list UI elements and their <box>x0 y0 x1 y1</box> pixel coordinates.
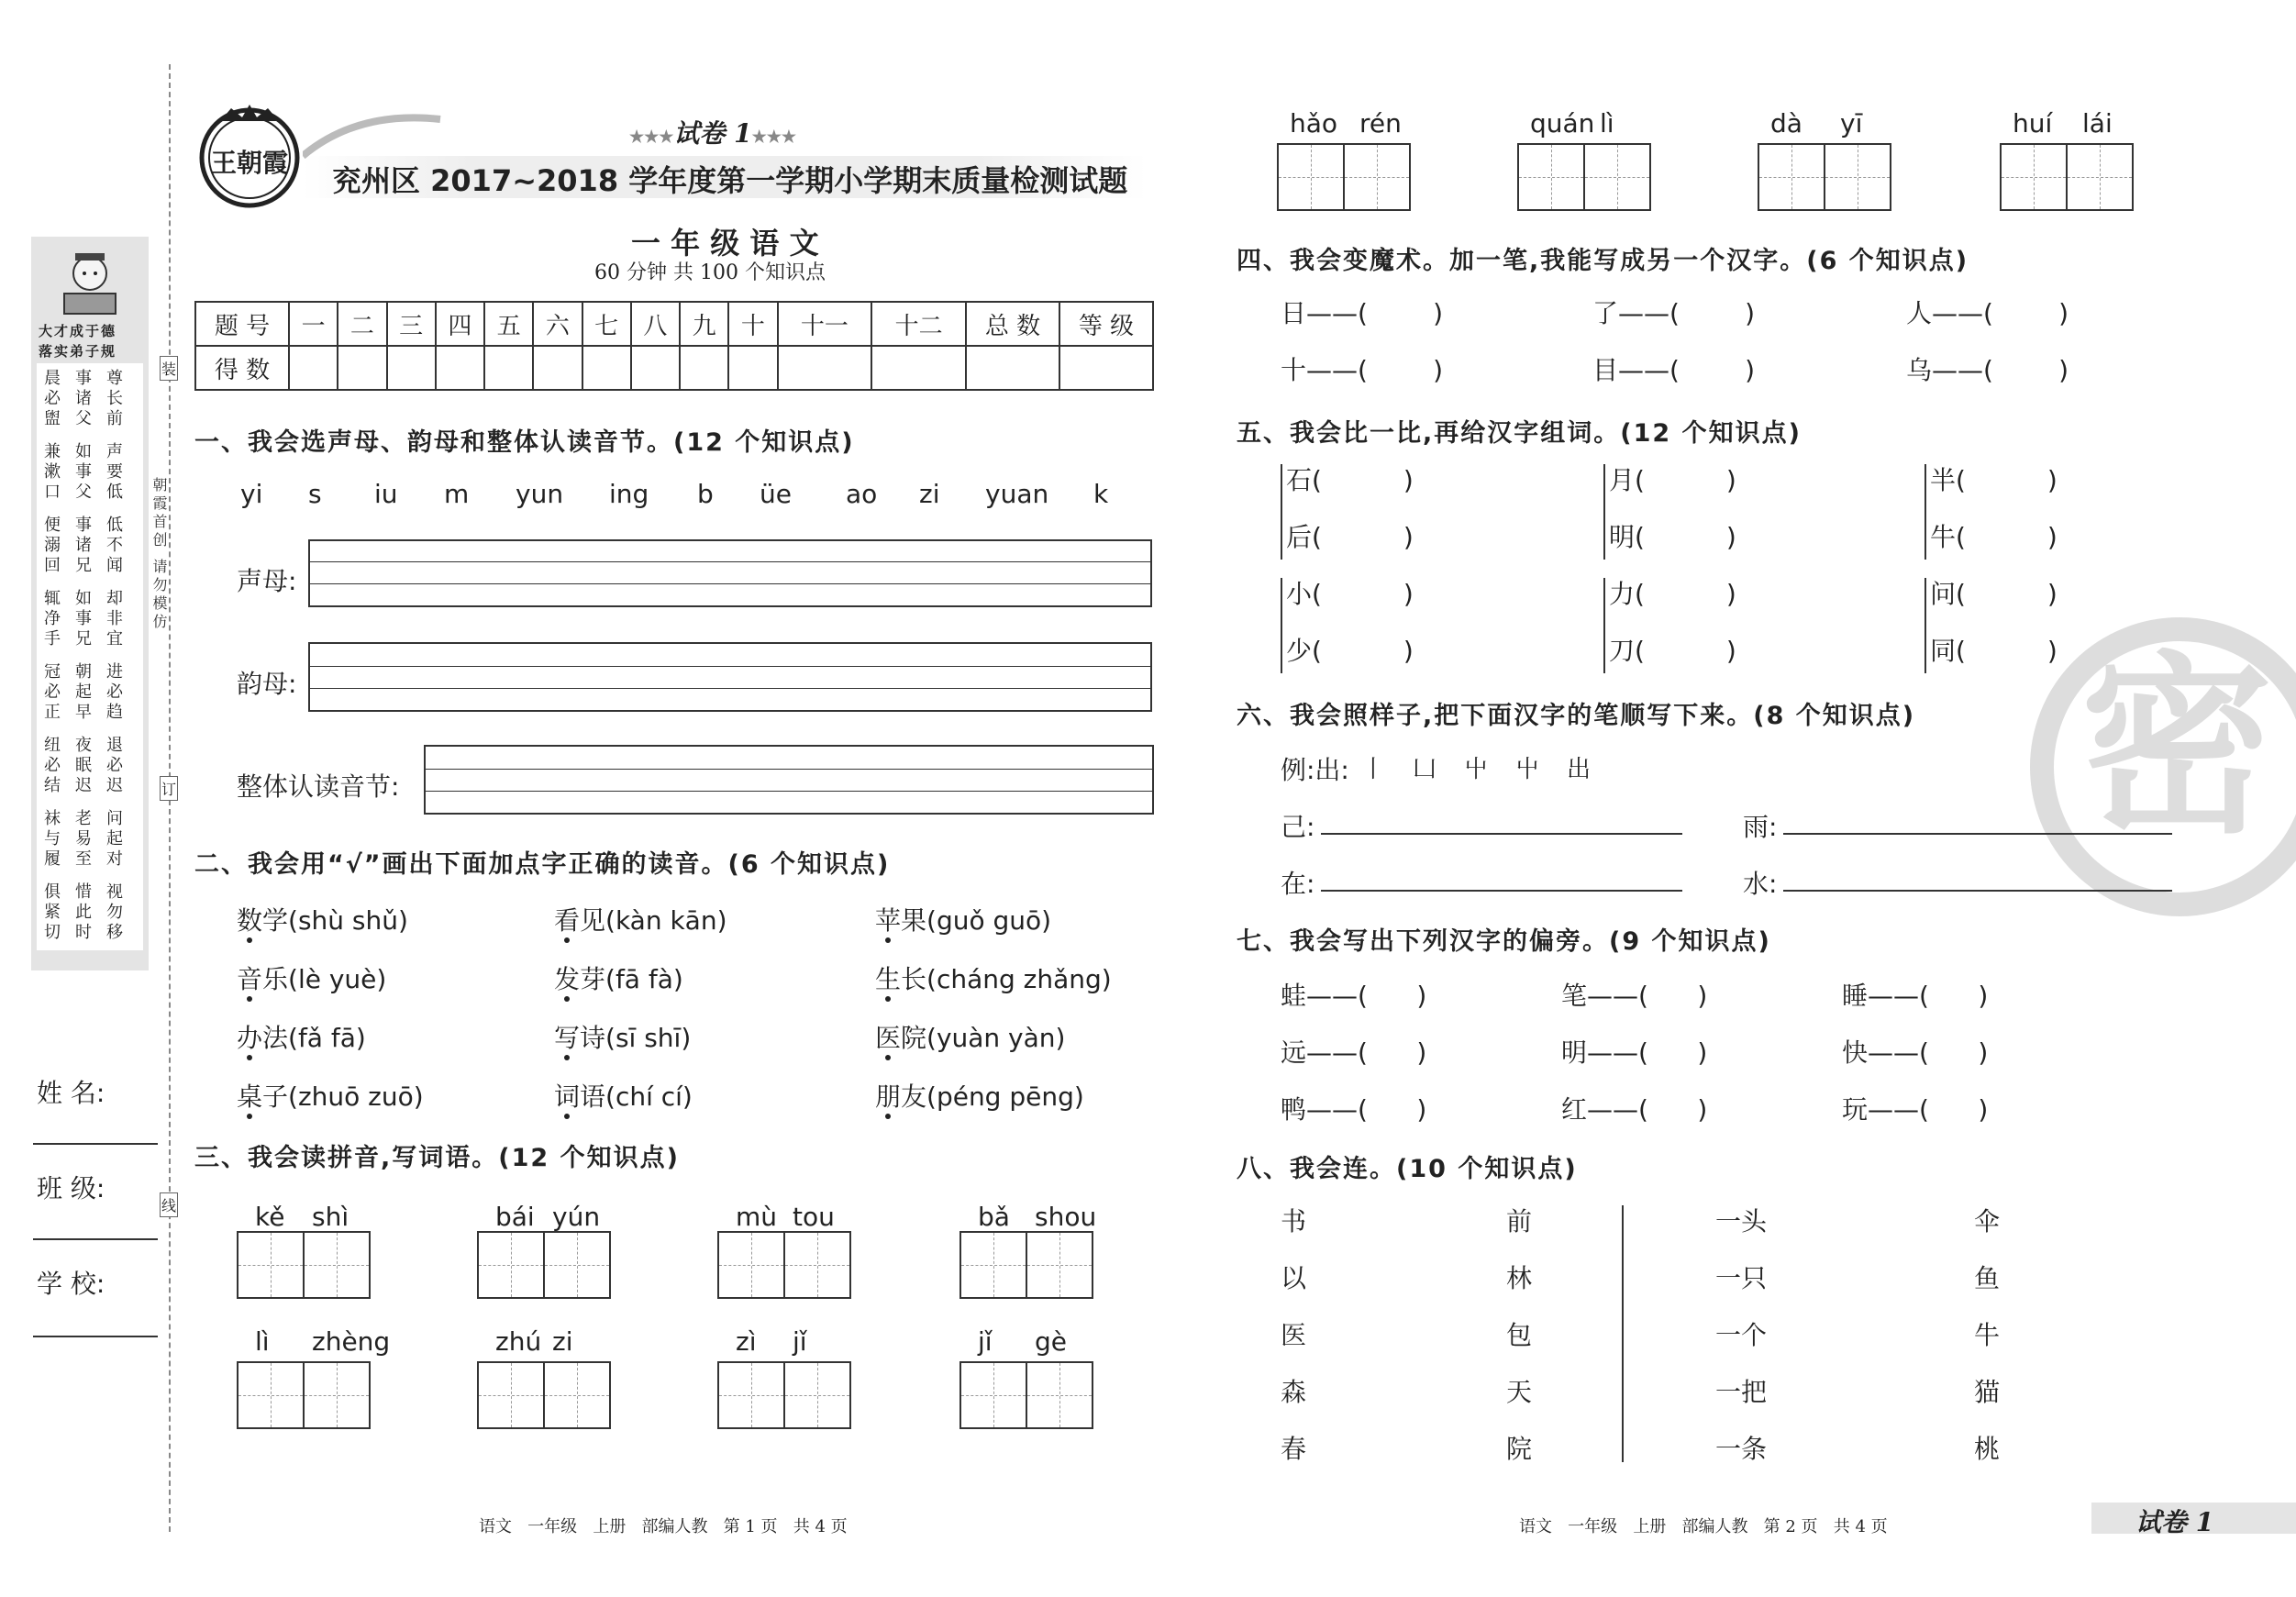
q3-pinyin: dà <box>1770 108 1802 139</box>
q3-right-area <box>0 0 1 1</box>
writing-grid[interactable] <box>237 1361 371 1429</box>
q8-match-item[interactable]: 一只 <box>1715 1263 1768 1293</box>
q1-option[interactable]: zi <box>919 479 940 509</box>
writing-cell[interactable] <box>783 1233 849 1297</box>
q5-brace <box>1281 578 1282 673</box>
score-row-label: 得 数 <box>195 346 289 390</box>
q2-dotted-char: 苹 <box>875 905 902 936</box>
class-label: 班 级: <box>37 1173 105 1203</box>
writing-cell[interactable] <box>1026 1233 1092 1297</box>
q2-reading: 长(cháng zhǎng) <box>901 964 1112 994</box>
q1-option[interactable]: yi <box>240 479 263 509</box>
q8-match-item[interactable]: 一头 <box>1715 1206 1768 1237</box>
poem-column: 袜与履 <box>44 809 61 869</box>
q6-stroke-step: 凵 <box>1413 756 1437 783</box>
q7-item[interactable]: 鸭——( ) <box>1281 1094 1427 1125</box>
writing-cell[interactable] <box>543 1363 609 1427</box>
writing-cell[interactable] <box>719 1233 783 1297</box>
q6-stroke-step: 出 <box>1567 756 1592 783</box>
q7-item[interactable]: 红——( ) <box>1561 1094 1708 1125</box>
q3-pinyin: shou <box>1035 1202 1097 1232</box>
score-header-cell: 七 <box>582 302 631 346</box>
q8-match-item[interactable]: 桃 <box>1974 1434 2001 1464</box>
score-header-row <box>195 302 1153 346</box>
q2-reading: 诗(sī shī) <box>580 1023 692 1053</box>
score-header-cell: 四 <box>436 302 484 346</box>
q3-pinyin: lái <box>2082 108 2113 139</box>
score-table <box>194 301 1154 391</box>
q8-match-item[interactable]: 鱼 <box>1974 1263 2001 1293</box>
writing-cell[interactable] <box>238 1233 303 1297</box>
writing-grid[interactable] <box>1277 143 1411 211</box>
q5-brace <box>1281 464 1282 560</box>
q8-match-item[interactable]: 书 <box>1281 1206 1307 1237</box>
poem-column: 却非宜 <box>106 589 123 649</box>
watermark-glyph: 密 <box>2080 635 2274 859</box>
writing-cell[interactable] <box>479 1233 543 1297</box>
q1-option[interactable]: yun <box>516 479 564 509</box>
q7-item[interactable]: 蛙——( ) <box>1281 981 1427 1011</box>
writing-cell[interactable] <box>1343 145 1409 209</box>
q1-option[interactable]: b <box>697 479 714 509</box>
score-cell[interactable] <box>871 346 966 390</box>
poem-column: 晨必盥 <box>44 369 61 428</box>
score-cell[interactable] <box>680 346 728 390</box>
q2-reading: 语(chí cí) <box>580 1081 693 1112</box>
q4-item[interactable]: 乌——( ) <box>1906 355 2069 385</box>
q8-match-item[interactable]: 伞 <box>1974 1206 2001 1237</box>
q6-item-shui: 水: <box>1743 869 1778 899</box>
q6-stroke-step: 屮 <box>1515 756 1540 783</box>
score-cell[interactable] <box>338 346 386 390</box>
q1-option[interactable]: ao <box>846 479 878 509</box>
school-label: 学 校: <box>37 1269 105 1299</box>
q2-item[interactable] <box>237 1077 424 1114</box>
writing-grid[interactable] <box>477 1361 611 1429</box>
q8-title: 八、我会连。(10 个知识点) <box>1237 1155 1578 1183</box>
poem-column: 视勿移 <box>106 882 123 942</box>
q6-item-yu: 雨: <box>1743 812 1778 842</box>
q8-match-item[interactable]: 前 <box>1506 1206 1533 1237</box>
q7-grid <box>1281 976 2106 1141</box>
writing-cell[interactable] <box>783 1363 849 1427</box>
q8-match-item[interactable]: 一条 <box>1715 1434 1768 1464</box>
fold-mark-2: 订 <box>160 776 178 801</box>
q2-item[interactable] <box>875 1018 1065 1055</box>
score-header-cell: 总 数 <box>966 302 1059 346</box>
q2-reading: 子(zhuō zuō) <box>262 1081 424 1112</box>
q5-item[interactable]: 半( ) <box>1930 465 2058 495</box>
q5-title: 五、我会比一比,再给汉字组词。(12 个知识点) <box>1237 419 1802 448</box>
q5-item[interactable]: 后( ) <box>1286 522 1414 552</box>
poem-column: 纽必结 <box>44 736 61 795</box>
q6-line-ji[interactable] <box>1321 833 1682 835</box>
poem-column: 惜此时 <box>75 882 92 942</box>
q2-dotted-char: 发 <box>554 964 581 994</box>
poem-column: 俱紧切 <box>44 882 61 942</box>
q2-dotted-char: 看 <box>554 905 581 936</box>
q1-option[interactable]: m <box>444 479 470 509</box>
logo-swoosh <box>303 101 449 165</box>
writing-cell[interactable] <box>303 1363 369 1427</box>
q3-pinyin: zhú <box>495 1326 542 1357</box>
q2-item[interactable] <box>875 901 1051 937</box>
writing-cell[interactable] <box>1279 145 1343 209</box>
subject-title: 一 年 级 语 文 <box>631 226 819 261</box>
score-cell[interactable] <box>631 346 680 390</box>
q5-brace <box>1924 578 1926 673</box>
q3-pinyin: quán <box>1530 108 1595 139</box>
q2-title: 二、我会用“√”画出下面加点字正确的读音。(6 个知识点) <box>194 850 891 879</box>
score-cell[interactable] <box>966 346 1059 390</box>
q8-divider <box>1622 1205 1624 1462</box>
writing-cell[interactable] <box>543 1233 609 1297</box>
q1-option[interactable]: k <box>1093 479 1109 509</box>
score-cell[interactable] <box>778 346 872 390</box>
writing-grid[interactable] <box>1517 143 1651 211</box>
q3-pinyin: kě <box>255 1202 285 1232</box>
poem-column: 进必趋 <box>106 662 123 722</box>
q2-reading: 学(shù shǔ) <box>262 905 408 936</box>
q5-brace <box>1603 578 1605 673</box>
poem-column: 辄净手 <box>44 589 61 649</box>
poem-columns <box>44 369 136 947</box>
q1-option[interactable]: üe <box>760 479 792 509</box>
q5-item[interactable]: 刀( ) <box>1609 636 1736 666</box>
q2-dotted-char: 朋 <box>875 1081 902 1112</box>
q5-item[interactable]: 少( ) <box>1286 636 1414 666</box>
q3-pinyin: zhèng <box>312 1326 391 1357</box>
q2-dotted-char: 数 <box>237 905 263 936</box>
q3-pinyin: bái <box>495 1202 535 1232</box>
q1-shengmu-label: 声母: <box>237 566 297 596</box>
brand-logo <box>194 101 305 211</box>
q7-item[interactable]: 笔——( ) <box>1561 981 1708 1011</box>
score-header-cell: 二 <box>338 302 386 346</box>
q8-match-item[interactable]: 医 <box>1281 1320 1307 1350</box>
score-header-cell: 八 <box>631 302 680 346</box>
q8-match-item[interactable]: 猫 <box>1974 1377 2001 1407</box>
writing-grid[interactable] <box>959 1231 1093 1299</box>
q5-brace <box>1603 464 1605 560</box>
q5-item[interactable]: 力( ) <box>1609 579 1736 609</box>
q2-reading: 法(fǎ fā) <box>262 1023 366 1053</box>
q2-item[interactable] <box>237 901 408 937</box>
score-header-cell: 三 <box>387 302 436 346</box>
score-cell[interactable] <box>582 346 631 390</box>
q3-pinyin: yī <box>1840 108 1863 139</box>
q8-match-item[interactable]: 包 <box>1506 1320 1533 1350</box>
q3-pinyin: jǐ <box>978 1326 993 1357</box>
q2-reading: 果(guǒ guō) <box>901 905 1052 936</box>
q6-item-ji: 己: <box>1281 812 1315 842</box>
score-cell[interactable] <box>289 346 338 390</box>
q2-item[interactable] <box>875 1077 1084 1114</box>
copyright-warning: 朝霞首创 请勿模仿 <box>150 477 168 633</box>
q2-grid <box>237 901 1154 1121</box>
q1-title: 一、我会选声母、韵母和整体认读音节。(12 个知识点) <box>194 428 855 457</box>
poem-column: 退必迟 <box>106 736 123 795</box>
score-cell[interactable] <box>484 346 533 390</box>
writing-grid[interactable] <box>1758 143 1891 211</box>
q2-reading: 芽(fā fà) <box>580 964 683 994</box>
q8-match-item[interactable]: 院 <box>1506 1434 1533 1464</box>
q2-item[interactable] <box>554 901 727 937</box>
writing-cell[interactable] <box>1026 1363 1092 1427</box>
motto-1: 大才成于德 <box>39 323 117 339</box>
q5-item[interactable]: 问( ) <box>1930 579 2058 609</box>
writing-grid[interactable] <box>2000 143 2134 211</box>
poem-column: 朝起早 <box>75 662 92 722</box>
q1-items <box>240 479 1121 512</box>
score-header-cell: 十 <box>728 302 777 346</box>
writing-grid[interactable] <box>477 1231 611 1299</box>
q8-match-item[interactable]: 一把 <box>1715 1377 1768 1407</box>
writing-cell[interactable] <box>2066 145 2132 209</box>
q1-option[interactable]: ing <box>609 479 649 509</box>
school-line[interactable] <box>33 1336 158 1337</box>
q4-item[interactable]: 日——( ) <box>1281 298 1444 328</box>
q2-dotted-char: 音 <box>237 964 263 994</box>
writing-cell[interactable] <box>1519 145 1583 209</box>
footer-right: 语文 一年级 上册 部编人教 第 2 页 共 4 页 <box>1519 1517 1888 1536</box>
q5-grid <box>1281 460 2106 681</box>
q2-dotted-char: 医 <box>875 1023 902 1053</box>
score-cell[interactable] <box>436 346 484 390</box>
q1-zhengti-box[interactable] <box>424 745 1154 815</box>
q5-item[interactable]: 石( ) <box>1286 465 1414 495</box>
poem-column: 问起对 <box>106 809 123 869</box>
writing-cell[interactable] <box>961 1363 1026 1427</box>
q1-option[interactable]: yuan <box>985 479 1049 509</box>
q5-item[interactable]: 小( ) <box>1286 579 1414 609</box>
q7-item[interactable]: 远——( ) <box>1281 1037 1427 1068</box>
q2-reading: 见(kàn kān) <box>580 905 727 936</box>
q3-pinyin: mù <box>736 1202 778 1232</box>
score-header-cell: 一 <box>289 302 338 346</box>
q2-reading: 友(péng pēng) <box>901 1081 1084 1112</box>
q3-pinyin: shì <box>312 1202 349 1232</box>
exam-info: 60 分钟 共 100 个知识点 <box>594 261 826 284</box>
q3-pinyin: tou <box>793 1202 835 1232</box>
q3-pinyin: bǎ <box>978 1202 1010 1232</box>
q4-title: 四、我会变魔术。加一笔,我能写成另一个汉字。(6 个知识点) <box>1237 247 1969 275</box>
q7-title: 七、我会写出下列汉字的偏旁。(9 个知识点) <box>1237 927 1771 956</box>
name-line[interactable] <box>33 1143 158 1145</box>
poem-column: 如事兄 <box>75 589 92 649</box>
brand-logo-text: 王朝霞 <box>211 148 289 178</box>
writing-cell[interactable] <box>961 1233 1026 1297</box>
q4-item[interactable]: 人——( ) <box>1906 298 2069 328</box>
score-header-cell: 九 <box>680 302 728 346</box>
q3-pinyin: huí <box>2013 108 2053 139</box>
exam-tag: ★★★试卷 1★★★ <box>629 118 797 149</box>
q2-item[interactable] <box>237 1018 366 1055</box>
q6-line-shui[interactable] <box>1783 890 2172 892</box>
q7-item[interactable]: 快——( ) <box>1842 1037 1989 1068</box>
q3-pinyin: zì <box>736 1326 757 1357</box>
q3-pinyin: hǎo <box>1290 108 1338 139</box>
motto-2: 落实弟子规 <box>39 343 117 360</box>
q8-grid <box>1281 1202 2106 1477</box>
q2-dotted-char: 桌 <box>237 1081 263 1112</box>
q6-line-yu[interactable] <box>1783 833 2172 835</box>
exam-title: 兖州区 2017~2018 学年度第一学期小学期末质量检测试题 <box>332 163 1128 198</box>
q3-pinyin: rén <box>1359 108 1402 139</box>
writing-cell[interactable] <box>238 1363 303 1427</box>
q5-item[interactable]: 月( ) <box>1609 465 1736 495</box>
poem-column: 如事父 <box>75 442 92 502</box>
q8-match-item[interactable]: 森 <box>1281 1377 1307 1407</box>
score-header-cell: 五 <box>484 302 533 346</box>
q5-brace <box>1924 464 1926 560</box>
q2-dotted-char: 词 <box>554 1081 581 1112</box>
poem-column: 冠必正 <box>44 662 61 722</box>
q2-reading: 乐(lè yuè) <box>262 964 387 994</box>
poem-column: 声要低 <box>106 442 123 502</box>
writing-cell[interactable] <box>479 1363 543 1427</box>
q7-item[interactable]: 玩——( ) <box>1842 1094 1989 1125</box>
q5-item[interactable]: 明( ) <box>1609 522 1736 552</box>
q3-pinyin: yún <box>552 1202 601 1232</box>
q8-match-item[interactable]: 牛 <box>1974 1320 2001 1350</box>
score-cell[interactable] <box>387 346 436 390</box>
q1-zhengti-label: 整体认读音节: <box>237 771 400 802</box>
q4-item[interactable]: 了——( ) <box>1592 298 1756 328</box>
q1-yunmu-label: 韵母: <box>237 669 297 699</box>
score-cell[interactable] <box>1059 346 1153 390</box>
writing-grid[interactable] <box>959 1361 1093 1429</box>
poem-column: 尊长前 <box>106 369 123 428</box>
score-header-cell: 十二 <box>871 302 966 346</box>
q3-title: 三、我会读拼音,写词语。(12 个知识点) <box>194 1144 680 1172</box>
poem-column: 低不闻 <box>106 516 123 575</box>
q4-grid <box>1281 294 2106 394</box>
q7-item[interactable]: 明——( ) <box>1561 1037 1708 1068</box>
q5-item[interactable]: 同( ) <box>1930 636 2058 666</box>
q2-dotted-char: 生 <box>875 964 902 994</box>
footer-left: 语文 一年级 上册 部编人教 第 1 页 共 4 页 <box>479 1517 848 1536</box>
q2-reading: 院(yuàn yàn) <box>901 1023 1066 1053</box>
score-cell[interactable] <box>728 346 777 390</box>
writing-cell[interactable] <box>2002 145 2066 209</box>
q2-dotted-char: 办 <box>237 1023 263 1053</box>
q8-match-item[interactable]: 林 <box>1506 1263 1533 1293</box>
q3-pinyin: lì <box>1600 108 1614 139</box>
q8-match-item[interactable]: 以 <box>1281 1263 1307 1293</box>
score-cell[interactable] <box>533 346 582 390</box>
q2-item[interactable] <box>875 959 1112 996</box>
poem-column: 老易至 <box>75 809 92 869</box>
class-line[interactable] <box>33 1238 158 1240</box>
poem-column: 兼漱口 <box>44 442 61 502</box>
q1-yunmu-box[interactable] <box>308 642 1152 712</box>
writing-cell[interactable] <box>303 1233 369 1297</box>
writing-cell[interactable] <box>1759 145 1824 209</box>
writing-cell[interactable] <box>1824 145 1890 209</box>
fold-mark-1: 装 <box>160 356 178 381</box>
writing-cell[interactable] <box>1583 145 1649 209</box>
q8-match-item[interactable]: 天 <box>1506 1377 1533 1407</box>
q4-item[interactable]: 目——( ) <box>1592 355 1756 385</box>
q6-stroke-step: 屮 <box>1464 756 1489 783</box>
q2-item[interactable] <box>554 1018 691 1055</box>
score-header-cell: 等 级 <box>1059 302 1153 346</box>
q1-option[interactable]: s <box>308 479 322 509</box>
poem-column: 事诸兄 <box>75 516 92 575</box>
poem-column: 事诸父 <box>75 369 92 428</box>
q3-pinyin: gè <box>1035 1326 1067 1357</box>
q7-item[interactable]: 睡——( ) <box>1842 981 1989 1011</box>
q1-shengmu-box[interactable] <box>308 539 1152 607</box>
q6-line-zai[interactable] <box>1321 890 1682 892</box>
writing-cell[interactable] <box>719 1363 783 1427</box>
writing-grid[interactable] <box>237 1231 371 1299</box>
score-header-cell: 题 号 <box>195 302 289 346</box>
score-header-cell: 六 <box>533 302 582 346</box>
writing-grid[interactable] <box>717 1361 851 1429</box>
q6-item-zai: 在: <box>1281 869 1315 899</box>
q2-dotted-char: 写 <box>554 1023 581 1053</box>
q5-item[interactable]: 牛( ) <box>1930 522 2058 552</box>
q3-pinyin: zi <box>552 1326 573 1357</box>
q4-item[interactable]: 十——( ) <box>1281 355 1444 385</box>
fold-mark-3: 线 <box>160 1192 178 1217</box>
poem-column: 夜眠迟 <box>75 736 92 795</box>
q6-stroke-step: 丨 <box>1361 756 1386 783</box>
q2-item[interactable] <box>554 959 683 996</box>
q8-match-item[interactable]: 一个 <box>1715 1320 1768 1350</box>
mascot-figure <box>55 246 125 319</box>
q6-example-strokes <box>1361 750 1636 783</box>
q1-option[interactable]: iu <box>374 479 398 509</box>
score-header-cell: 十一 <box>778 302 872 346</box>
q3-pinyin: jǐ <box>793 1326 807 1357</box>
footer-tag: 试卷 1 <box>2135 1507 2214 1537</box>
q2-item[interactable] <box>554 1077 693 1114</box>
score-value-row[interactable] <box>195 346 1153 390</box>
q6-title: 六、我会照样子,把下面汉字的笔顺写下来。(8 个知识点) <box>1237 702 1916 730</box>
q8-match-item[interactable]: 春 <box>1281 1434 1307 1464</box>
writing-grid[interactable] <box>717 1231 851 1299</box>
name-label: 姓 名: <box>37 1078 105 1108</box>
q6-example-label: 例:出: <box>1281 755 1349 785</box>
poem-column: 便溺回 <box>44 516 61 575</box>
q3-pinyin: lì <box>255 1326 270 1357</box>
q2-item[interactable] <box>237 959 386 996</box>
